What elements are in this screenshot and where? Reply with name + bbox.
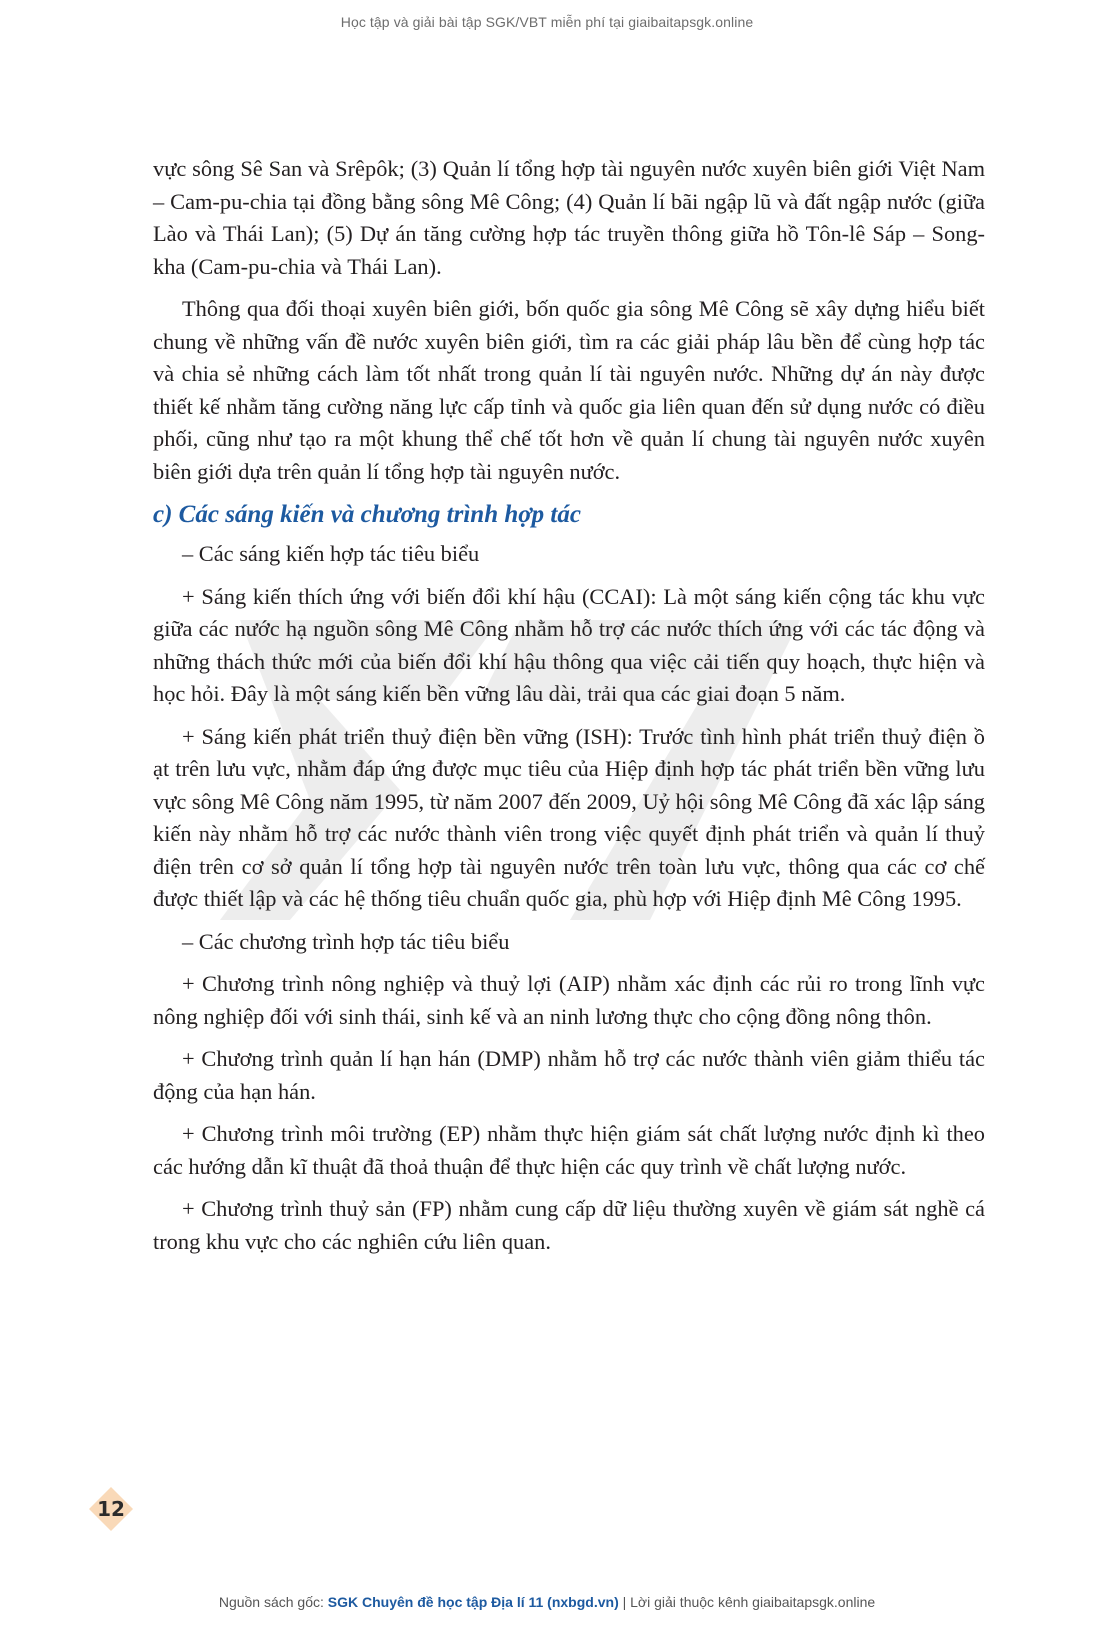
paragraph-continued: vực sông Sê San và Srêpôk; (3) Quản lí tổng hợp tài nguyên nước xuyên biên giới Việt Nam – Cam-pu-chia tại đồng bằng sông Mê Công; (4) Quản lí bãi ngập lũ và đất ngập nước (giữa Lào và Thái Lan); (5) Dự án tăng cường hợp tác truyền thông giữa hồ Tôn-lê Sáp – Song-kha (Cam-pu-chia và Thái Lan).: [153, 156, 985, 279]
footer-suffix: | Lời giải thuộc kênh giaibaitapsgk.online: [618, 1594, 876, 1610]
footer-prefix: Nguồn sách gốc:: [218, 1594, 328, 1610]
paragraph-dmp: + Chương trình quản lí hạn hán (DMP) nhằm hỗ trợ các nước thành viên giảm thiểu tác động của hạn hán.: [153, 1046, 985, 1104]
page-content: [153, 153, 985, 1268]
page-number: 12: [97, 1497, 125, 1521]
paragraph-ish: + Sáng kiến phát triển thuỷ điện bền vững (ISH): Trước tình hình phát triển thuỷ điện ồ ạt trên lưu vực, nhằm đáp ứng được mục tiêu của Hiệp định hợp tác phát triển bền vững lưu vực sông Mê Công năm 1995, từ năm 2007 đến 2009, Uỷ hội sông Mê Công đã xác lập sáng kiến này nhằm hỗ trợ các nước thành viên trong việc quyết định phát triển và quản lí thuỷ điện trên cơ sở quản lí tổng hợp tài nguyên nước trên toàn lưu vực, thông qua các cơ chế được thiết lập và các hệ thống tiêu chuẩn quốc gia, phù hợp với Hiệp định Mê Công 1995.: [153, 723, 985, 911]
section-heading-c: c) Các sáng kiến và chương trình hợp tác: [153, 501, 581, 528]
paragraph-dialogue: Thông qua đối thoại xuyên biên giới, bốn quốc gia sông Mê Công sẽ xây dựng hiểu biết chung về những vấn đề nước xuyên biên giới, tìm ra các giải pháp lâu bền để cùng hợp tác và chia sẻ những cách làm tốt nhất trong quản lí tài nguyên nước. Những dự án này được thiết kế nhằm tăng cường năng lực cấp tỉnh và quốc gia liên quan đến sử dụng nước có điều phối, cũng như tạo ra một khung thể chế tốt hơn về quản lí chung tài nguyên nước xuyên biên giới dựa trên quản lí tổng hợp tài nguyên nước.: [153, 296, 985, 484]
header-note: Học tập và giải bài tập SGK/VBT miễn phí tại giaibaitapsgk.online: [340, 14, 754, 30]
list-heading-programs: – Các chương trình hợp tác tiêu biểu: [182, 928, 510, 954]
footer-source-link[interactable]: SGK Chuyên đề học tập Địa lí 11 (nxbgd.vn): [327, 1594, 619, 1610]
paragraph-ccai: + Sáng kiến thích ứng với biến đổi khí hậu (CCAI): Là một sáng kiến cộng tác khu vực giữa các nước hạ nguồn sông Mê Công nhằm hỗ trợ các nước thích ứng với các tác động và những thách thức mới của biến đổi khí hậu thông qua việc cải tiến quy hoạch, thực hiện và học hỏi. Đây là một sáng kiến bền vững lâu dài, trải qua các giai đoạn 5 năm.: [153, 583, 985, 706]
paragraph-aip: + Chương trình nông nghiệp và thuỷ lợi (AIP) nhằm xác định các rủi ro trong lĩnh vực nông nghiệp đối với sinh thái, sinh kế và an ninh lương thực cho cộng đồng nông thôn.: [153, 971, 985, 1029]
paragraph-ep: + Chương trình môi trường (EP) nhằm thực hiện giám sát chất lượng nước định kì theo các hướng dẫn kĩ thuật đã thoả thuận để thực hiện các quy trình về chất lượng nước.: [153, 1121, 985, 1179]
paragraph-fp: + Chương trình thuỷ sản (FP) nhằm cung cấp dữ liệu thường xuyên về giám sát nghề cá trong khu vực cho các nghiên cứu liên quan.: [153, 1196, 985, 1254]
footer-note: [0, 1594, 1094, 1610]
page-number-badge: [88, 1486, 134, 1532]
list-heading-initiatives: – Các sáng kiến hợp tác tiêu biểu: [182, 541, 480, 566]
